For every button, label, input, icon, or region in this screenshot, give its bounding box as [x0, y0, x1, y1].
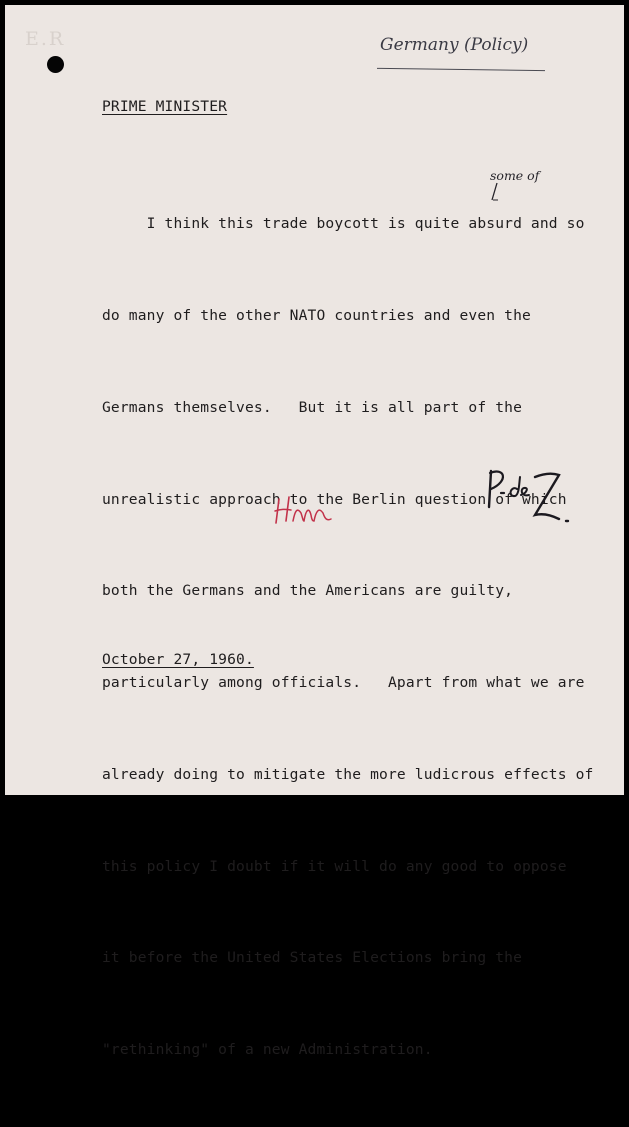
- body-line: unrealistic approach to the Berlin question of which: [102, 490, 567, 508]
- body-line: both the Germans and the Americans are guilty,: [102, 582, 514, 600]
- signature-mark: [483, 463, 573, 528]
- body-line: particularly among officials. Apart from what we are: [102, 674, 585, 692]
- body-line: it before the United States Elections bring the: [102, 949, 523, 967]
- memo-date: October 27, 1960.: [102, 651, 254, 668]
- body-line: already doing to mitigate the more ludicrous effects of: [102, 765, 594, 783]
- pm-initials-mark: [273, 495, 335, 527]
- document-page: [5, 5, 624, 1059]
- topic-annotation-underline: [377, 68, 545, 71]
- memo-heading: PRIME MINISTER: [102, 98, 228, 115]
- body-line: this policy I doubt if it will do any good to oppose: [102, 857, 567, 875]
- memo-body: [102, 148, 594, 1127]
- handwritten-insertion: some of: [490, 168, 540, 183]
- faded-stamp: E.R: [25, 28, 66, 50]
- body-line: I think this trade boycott is quite absurd and so: [102, 215, 585, 233]
- body-line: do many of the other NATO countries and even the: [102, 306, 531, 324]
- punch-hole: [47, 56, 64, 73]
- body-line: "rethinking" of a new Administration.: [102, 1041, 433, 1059]
- body-line: Germans themselves. But it is all part of the: [102, 398, 523, 416]
- topic-annotation: Germany (Policy): [380, 35, 529, 55]
